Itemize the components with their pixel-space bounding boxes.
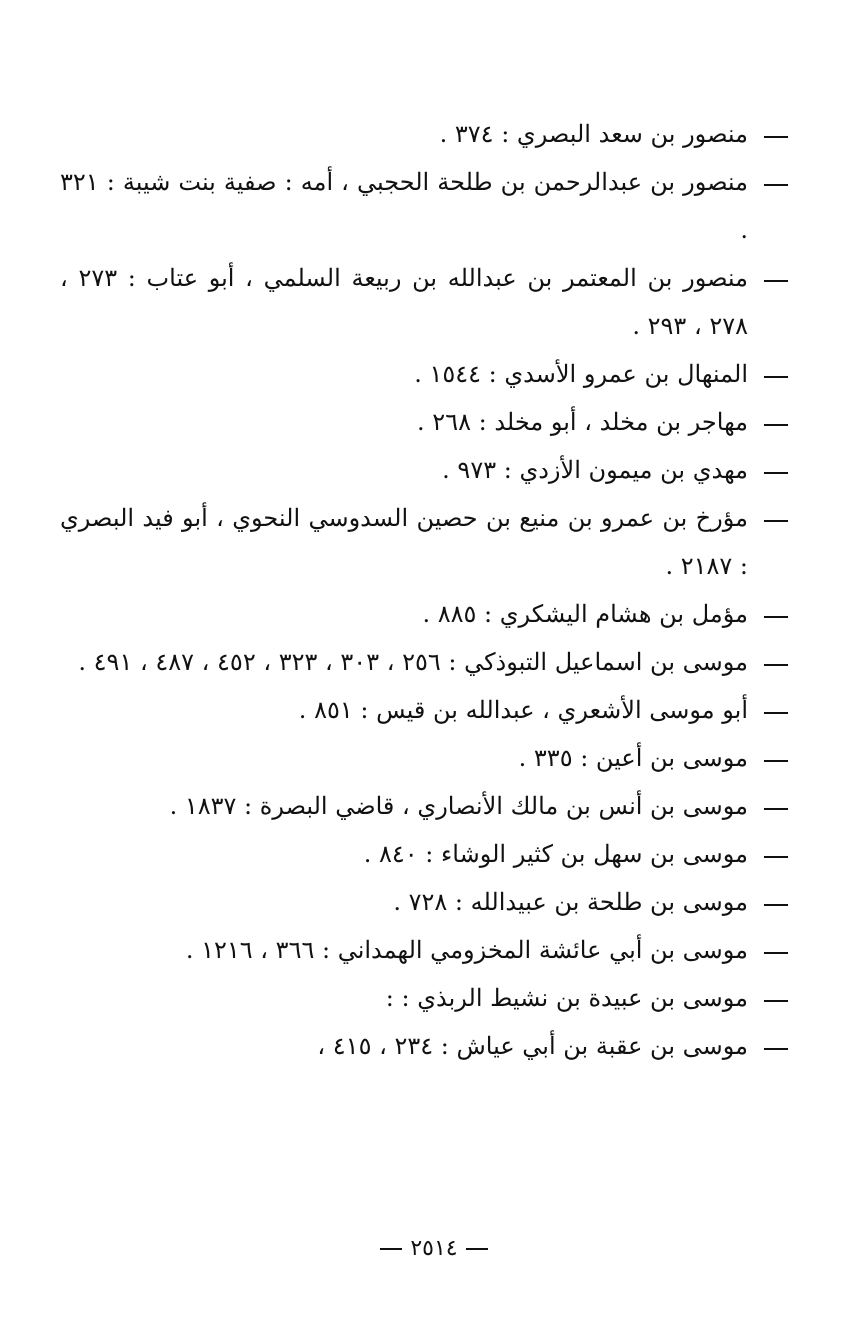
- page-number-text: ٢٥١٤: [410, 1236, 458, 1261]
- entry-dash: [762, 494, 790, 542]
- entry-text: مؤرخ بن عمرو بن منيع بن حصين السدوسي النحوي ، أبو فيد البصري : ٢١٨٧ .: [60, 504, 748, 580]
- entry-text: موسى بن أعين : ٣٣٥ .: [518, 744, 748, 772]
- index-entry: [60, 878, 790, 926]
- index-entry: [60, 158, 790, 254]
- entry-text: أبو موسى الأشعري ، عبدالله بن قيس : ٨٥١ .: [298, 696, 748, 724]
- entry-text: موسى بن عبيدة بن نشيط الربذي : :: [385, 984, 748, 1012]
- entry-dash: [762, 878, 790, 926]
- entry-dash: [762, 830, 790, 878]
- index-entry: [60, 494, 790, 590]
- entry-dash: [762, 590, 790, 638]
- entry-text: مؤمل بن هشام اليشكري : ٨٨٥ .: [422, 600, 748, 628]
- entry-text: موسى بن أبي عائشة المخزومي الهمداني : ٣٦٦ ، ١٢١٦ .: [185, 936, 748, 964]
- index-entry: [60, 782, 790, 830]
- entry-text: مهدي بن ميمون الأزدي : ٩٧٣ .: [442, 456, 748, 484]
- entry-dash: [762, 1022, 790, 1070]
- entry-text: موسى بن اسماعيل التبوذكي : ٢٥٦ ، ٣٠٣ ، ٣٢٣ ، ٤٥٢ ، ٤٨٧ ، ٤٩١ .: [78, 648, 748, 676]
- index-entry: [60, 110, 790, 158]
- entry-text: منصور بن سعد البصري : ٣٧٤ .: [439, 120, 748, 148]
- entry-text: موسى بن أنس بن مالك الأنصاري ، قاضي البصرة : ١٨٣٧ .: [169, 792, 748, 820]
- entry-dash: [762, 254, 790, 302]
- entry-text: منصور بن المعتمر بن عبدالله بن ربيعة السلمي ، أبو عتاب : ٢٧٣ ، ٢٧٨ ، ٢٩٣ .: [60, 264, 749, 340]
- index-entry: [60, 350, 790, 398]
- index-entry: [60, 446, 790, 494]
- index-entry: [60, 638, 790, 686]
- entry-dash: [762, 734, 790, 782]
- index-entry: [60, 926, 790, 974]
- index-entry: [60, 686, 790, 734]
- entry-dash: [762, 926, 790, 974]
- entry-dash: [762, 398, 790, 446]
- entry-dash: [762, 638, 790, 686]
- index-entry: [60, 398, 790, 446]
- index-entry: [60, 974, 790, 1022]
- entry-dash: [762, 446, 790, 494]
- index-entry: [60, 254, 790, 350]
- entry-text: موسى بن سهل بن كثير الوشاء : ٨٤٠ .: [363, 840, 748, 868]
- entry-dash: [762, 158, 790, 206]
- entry-text: موسى بن عقبة بن أبي عياش : ٢٣٤ ، ٤١٥ ،: [317, 1032, 748, 1060]
- entry-text: موسى بن طلحة بن عبيدالله : ٧٢٨ .: [393, 888, 748, 916]
- entry-dash: [762, 350, 790, 398]
- entry-text: المنهال بن عمرو الأسدي : ١٥٤٤ .: [414, 360, 748, 388]
- index-entry: [60, 1022, 790, 1070]
- index-entry: [60, 734, 790, 782]
- entry-dash: [762, 974, 790, 1022]
- entry-text: منصور بن عبدالرحمن بن طلحة الحجبي ، أمه : صفية بنت شيبة : ٣٢١ .: [60, 168, 748, 244]
- page-number-rule: [466, 1248, 488, 1250]
- entry-dash: [762, 686, 790, 734]
- entry-dash: [762, 110, 790, 158]
- page-number-rule: [380, 1248, 402, 1250]
- entry-dash: [762, 782, 790, 830]
- page-number: [0, 1236, 868, 1261]
- index-entry: [60, 830, 790, 878]
- index-entry: [60, 590, 790, 638]
- index-entries: [60, 110, 790, 1070]
- entry-text: مهاجر بن مخلد ، أبو مخلد : ٢٦٨ .: [417, 408, 748, 436]
